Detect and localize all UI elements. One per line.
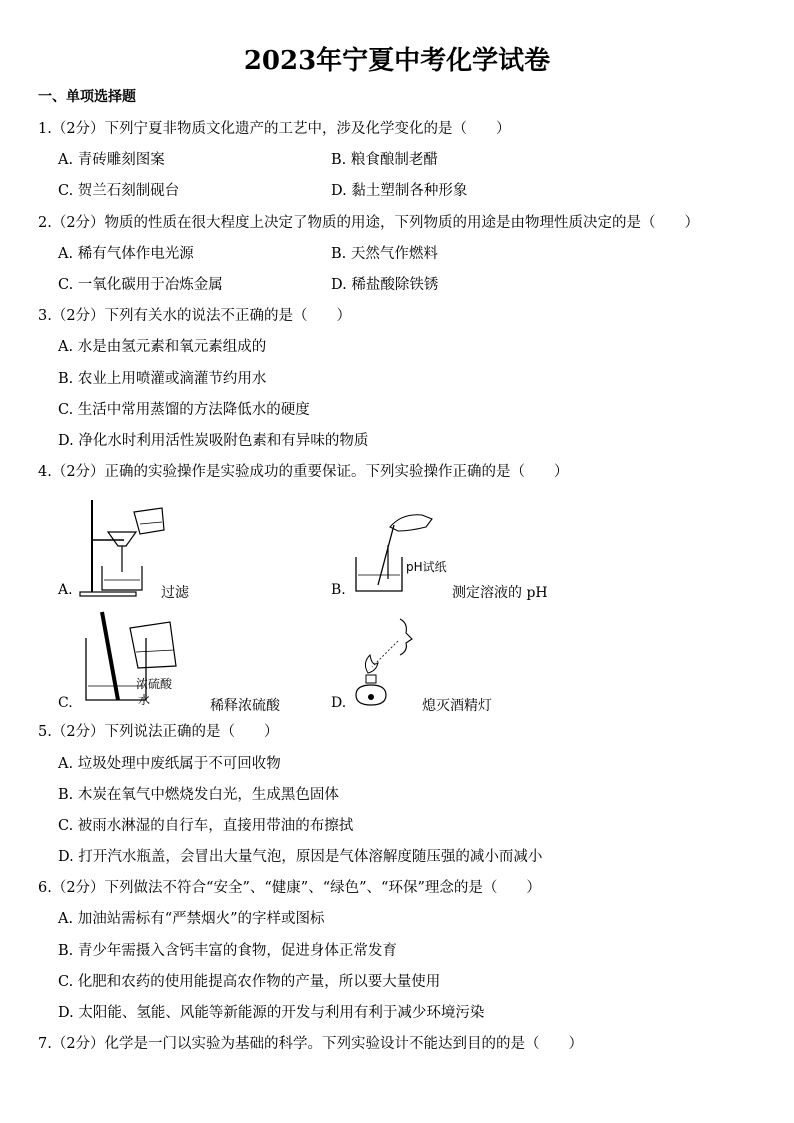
dilution-apparatus-figure	[80, 608, 184, 708]
question-3-option-c: C. 生活中常用蒸馏的方法降低水的硬度	[58, 402, 310, 418]
question-5-option-d: D. 打开汽水瓶盖，会冒出大量气泡，原因是气体溶解度随压强的减小而减小	[58, 849, 543, 865]
question-6-option-d: D. 太阳能、氢能、风能等新能源的开发与利用有利于减少环境污染	[58, 1005, 485, 1021]
question-1-stem: 1.（2分）下列宁夏非物质文化遗产的工艺中，涉及化学变化的是（ ）	[38, 121, 511, 137]
section-heading: 一、单项选择题	[38, 89, 136, 105]
question-3-option-b: B. 农业上用喷灌或滴灌节约用水	[58, 371, 267, 387]
question-1-option-a: A. 青砖雕刻图案	[58, 152, 165, 168]
question-5-option-b: B. 木炭在氧气中燃烧发白光，生成黑色固体	[58, 787, 339, 803]
question-3-stem: 3.（2分）下列有关水的说法不正确的是（ ）	[38, 308, 352, 324]
question-4-option-b-letter: B.	[331, 582, 346, 598]
question-4-option-d-caption: 熄灭酒精灯	[422, 698, 492, 714]
question-3-option-a: A. 水是由氢元素和氧元素组成的	[58, 339, 267, 355]
question-1-option-c: C. 贺兰石刻制砚台	[58, 183, 180, 199]
question-4-option-a-caption: 过滤	[161, 585, 189, 601]
question-2-option-b: B. 天然气作燃料	[331, 246, 438, 262]
water-label: 水	[138, 693, 151, 707]
question-5-option-a: A. 垃圾处理中废纸属于不可回收物	[58, 756, 281, 772]
question-4-option-c-letter: C.	[58, 695, 73, 711]
question-4-option-c-caption: 稀释浓硫酸	[210, 698, 280, 714]
question-6-option-b: B. 青少年需摄入含钙丰富的食物，促进身体正常发育	[58, 943, 397, 959]
question-1-option-b: B. 粮食酿制老醋	[331, 152, 438, 168]
question-4-option-a-letter: A.	[58, 582, 73, 598]
question-6-stem: 6.（2分）下列做法不符合“安全”、“健康”、“绿色”、“环保”理念的是（ ）	[38, 880, 541, 896]
question-7-stem: 7.（2分）化学是一门以实验为基础的科学。下列实验设计不能达到目的的是（ ）	[38, 1036, 584, 1052]
question-6-option-a: A. 加油站需标有“严禁烟火”的字样或图标	[58, 911, 325, 927]
exam-title: 2023年宁夏中考化学试卷	[243, 46, 551, 76]
question-3-option-d: D. 净化水时利用活性炭吸附色素和有异味的物质	[58, 433, 369, 449]
question-4-option-b-caption: 测定溶液的 pH	[452, 585, 548, 601]
question-2-option-c: C. 一氧化碳用于冶炼金属	[58, 277, 223, 293]
alcohol-lamp-figure	[350, 615, 420, 711]
question-1-option-d: D. 黏土塑制各种形象	[331, 183, 468, 199]
question-5-stem: 5.（2分）下列说法正确的是（ ）	[38, 724, 279, 740]
question-5-option-c: C. 被雨水淋湿的自行车，直接用带油的布擦拭	[58, 818, 354, 834]
question-2-option-a: A. 稀有气体作电光源	[58, 246, 194, 262]
filtration-apparatus-figure	[78, 494, 168, 598]
question-4-stem: 4.（2分）正确的实验操作是实验成功的重要保证。下列实验操作正确的是（ ）	[38, 464, 569, 480]
question-4-option-d-letter: D.	[331, 695, 347, 711]
question-6-option-c: C. 化肥和农药的使用能提高农作物的产量，所以要大量使用	[58, 974, 441, 990]
question-2-stem: 2.（2分）物质的性质在很大程度上决定了物质的用途，下列物质的用途是由物理性质决定的是（ ）	[38, 215, 700, 231]
concentrated-acid-label: 浓硫酸	[136, 677, 173, 691]
ph-paper-label: pH试纸	[406, 560, 447, 574]
ph-test-apparatus-figure	[350, 505, 450, 597]
question-2-option-d: D. 稀盐酸除铁锈	[331, 277, 439, 293]
